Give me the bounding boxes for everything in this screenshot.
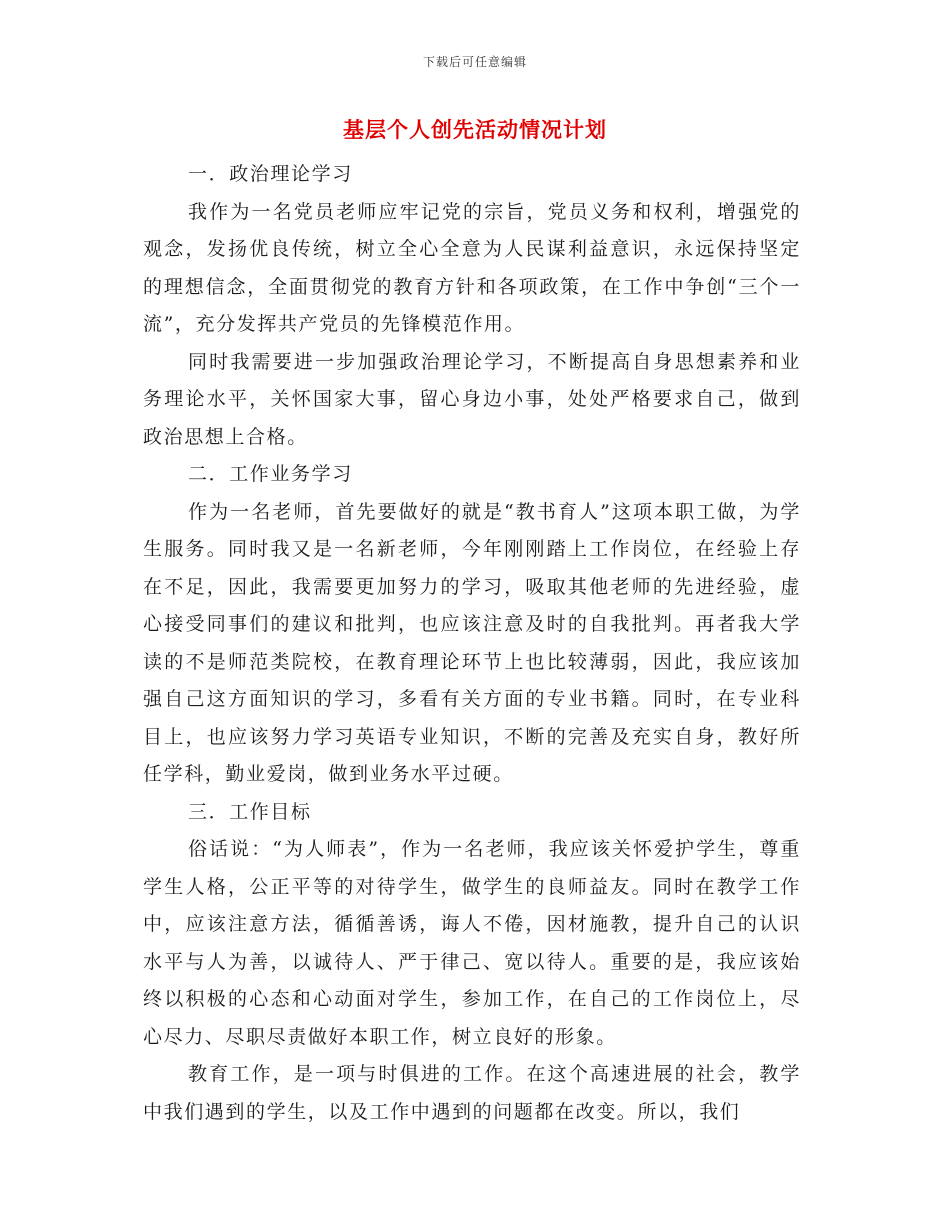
paragraph: 教育工作，是一项与时俱进的工作。在这个高速进展的社会，教学中我们遇到的学生，以及工作中遇到的问题都在改变。所以，我们: [143, 1063, 801, 1123]
document-body: [143, 156, 801, 1131]
section-heading-work-study: 二．工作业务学习: [188, 463, 353, 485]
paragraph: 同时我需要进一步加强政治理论学习，不断提高自身思想素养和业务理论水平，关怀国家大事，留心身边小事，处处严格要求自己，做到政治思想上合格。: [143, 350, 801, 448]
paragraph: 作为一名老师，首先要做好的就是“教书育人”这项本职工做，为学生服务。同时我又是一名新老师，今年刚刚踏上工作岗位，在经验上存在不足，因此，我需要更加努力的学习，吸取其他老师的先进经验，虚心接受同事们的建议和批判，也应该注意及时的自我批判。再者我大学读的不是师范类院校，在教育理论环节上也比较薄弱，因此，我应该加强自己这方面知识的学习，多看有关方面的专业书籍。同时，在专业科目上，也应该努力学习英语专业知识，不断的完善及充实自身，教好所任学科，勤业爱岗，做到业务水平过硬。: [143, 500, 801, 785]
paragraph: 俗话说：“为人师表”，作为一名老师，我应该关怀爱护学生，尊重学生人格，公正平等的对待学生，做学生的良师益友。同时在教学工作中，应该注意方法，循循善诱，诲人不倦，因材施教，提升自己的认识水平与人为善，以诚待人、严于律己、宽以待人。重要的是，我应该始终以积极的心态和心动面对学生，参加工作，在自己的工作岗位上，尽心尽力、尽职尽责做好本职工作，树立良好的形象。: [143, 838, 801, 1048]
section-heading-work-goals: 三．工作目标: [188, 800, 312, 823]
page-header-note: 下载后可任意编辑: [422, 55, 527, 69]
section-heading-politics: 一．政治理论学习: [188, 163, 353, 185]
paragraph: 我作为一名党员老师应牢记党的宗旨，党员义务和权利，增强党的观念，发扬优良传统，树立全心全意为人民谋利益意识，永远保持坚定的理想信念，全面贯彻党的教育方针和各项政策，在工作中争创“三个一流”，充分发挥共产党员的先锋模范作用。: [143, 200, 801, 335]
document-title: 基层个人创先活动情况计划: [343, 118, 607, 142]
